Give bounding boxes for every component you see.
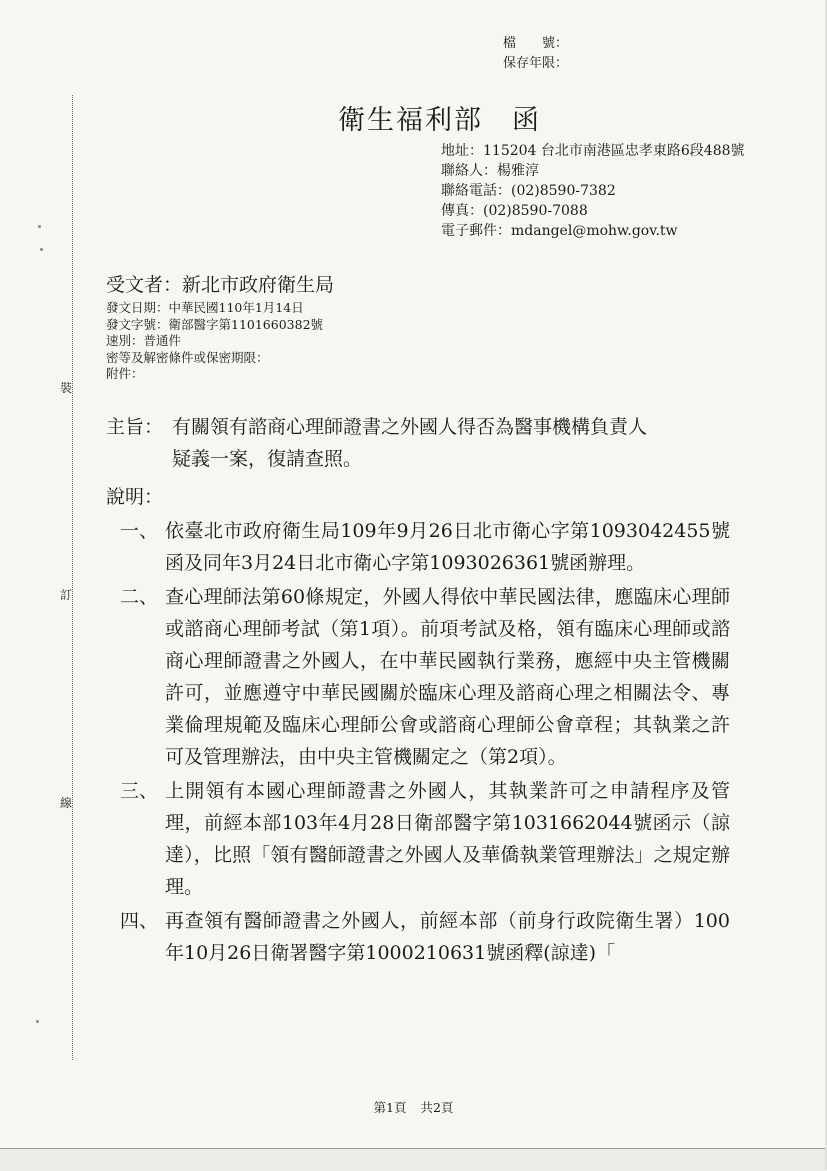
binding-mark-zhuang: 裝 (60, 378, 72, 397)
subject-section (106, 411, 746, 475)
document-meta (106, 300, 323, 383)
document-number: 發文字號：衛部醫字第1101660382號 (106, 316, 324, 332)
explanation-items (120, 515, 730, 971)
subject-label: 主旨： (106, 416, 164, 438)
item-text: 查心理師法第60條規定，外國人得依中華民國法律，應臨床心理師或諮商心理師考試（第1項）。前項考試及格，領有臨床心理師或諮商心理師證書之外國人，在中華民國執行業務，應經中央主管機關許可，並應遵守中華民國關於臨床心理及諮商心理之相關法令、專業倫理規範及臨床心理師公會或諮商心理師公會章程；其執業之許可及管理辦法，由中央主管機關定之（第2項）。 (165, 586, 730, 768)
attachments: 附件： (106, 366, 144, 381)
contact-address: 地址：115204 台北市南港區忠孝東路6段488號 (441, 143, 745, 159)
scan-bottom-edge (0, 1148, 827, 1171)
delivery-speed: 速別：普通件 (106, 333, 182, 348)
scan-speck (40, 248, 43, 251)
contact-person: 聯絡人：楊雅淳 (441, 163, 539, 179)
explanation-item (120, 515, 730, 579)
document-title: 衛生福利部 函 (338, 105, 541, 136)
item-text: 再查領有醫師證書之外國人，前經本部（前身行政院衛生署）100年10月26日衛署醫字第1000210631號函釋(諒達)「 (165, 910, 730, 964)
scan-speck (38, 225, 41, 228)
scan-speck (36, 1020, 39, 1023)
page-total: 共2頁 (420, 1100, 454, 1115)
secrecy-level: 密等及解密條件或保密期限： (106, 349, 269, 365)
item-number: 二、 (120, 586, 159, 608)
retention-period-label: 保存年限： (503, 56, 569, 71)
contact-block (441, 141, 745, 241)
page-footer (0, 1098, 827, 1116)
recipient: 受文者：新北市政府衛生局 (106, 274, 335, 296)
item-number: 三、 (120, 780, 159, 802)
explanation-item (120, 775, 730, 903)
page-number: 第1頁 (373, 1100, 407, 1115)
file-info (503, 34, 568, 74)
contact-phone: 聯絡電話：(02)8590-7382 (441, 183, 616, 199)
file-number-label: 檔 號： (503, 36, 569, 51)
item-text: 依臺北市政府衛生局109年9月26日北市衛心字第1093042455號函及同年3月24日北市衛心字第1093026361號函辦理。 (165, 520, 730, 574)
subject-line-2: 疑義一案，復請查照。 (172, 448, 363, 470)
explanation-label: 說明： (106, 486, 164, 508)
explanation-item (120, 581, 730, 773)
item-number: 一、 (120, 520, 159, 542)
binding-line (72, 95, 73, 1060)
binding-mark-ding: 訂 (60, 585, 72, 604)
item-number: 四、 (120, 910, 159, 932)
binding-mark-xian: 線 (60, 793, 72, 812)
item-text: 上開領有本國心理師證書之外國人，其執業許可之申請程序及管理，前經本部103年4月28日衛部醫字第1031662044號函示（諒達），比照「領有醫師證書之外國人及華僑執業管理辦法」之規定辦理。 (165, 780, 730, 898)
contact-fax: 傳真：(02)8590-7088 (441, 203, 588, 219)
issue-date: 發文日期：中華民國110年1月14日 (106, 300, 304, 315)
contact-email: 電子郵件：mdangel@mohw.gov.tw (441, 223, 678, 239)
subject-line-1: 有關領有諮商心理師證書之外國人得否為醫事機構負責人 (172, 416, 648, 438)
explanation-item (120, 905, 730, 969)
